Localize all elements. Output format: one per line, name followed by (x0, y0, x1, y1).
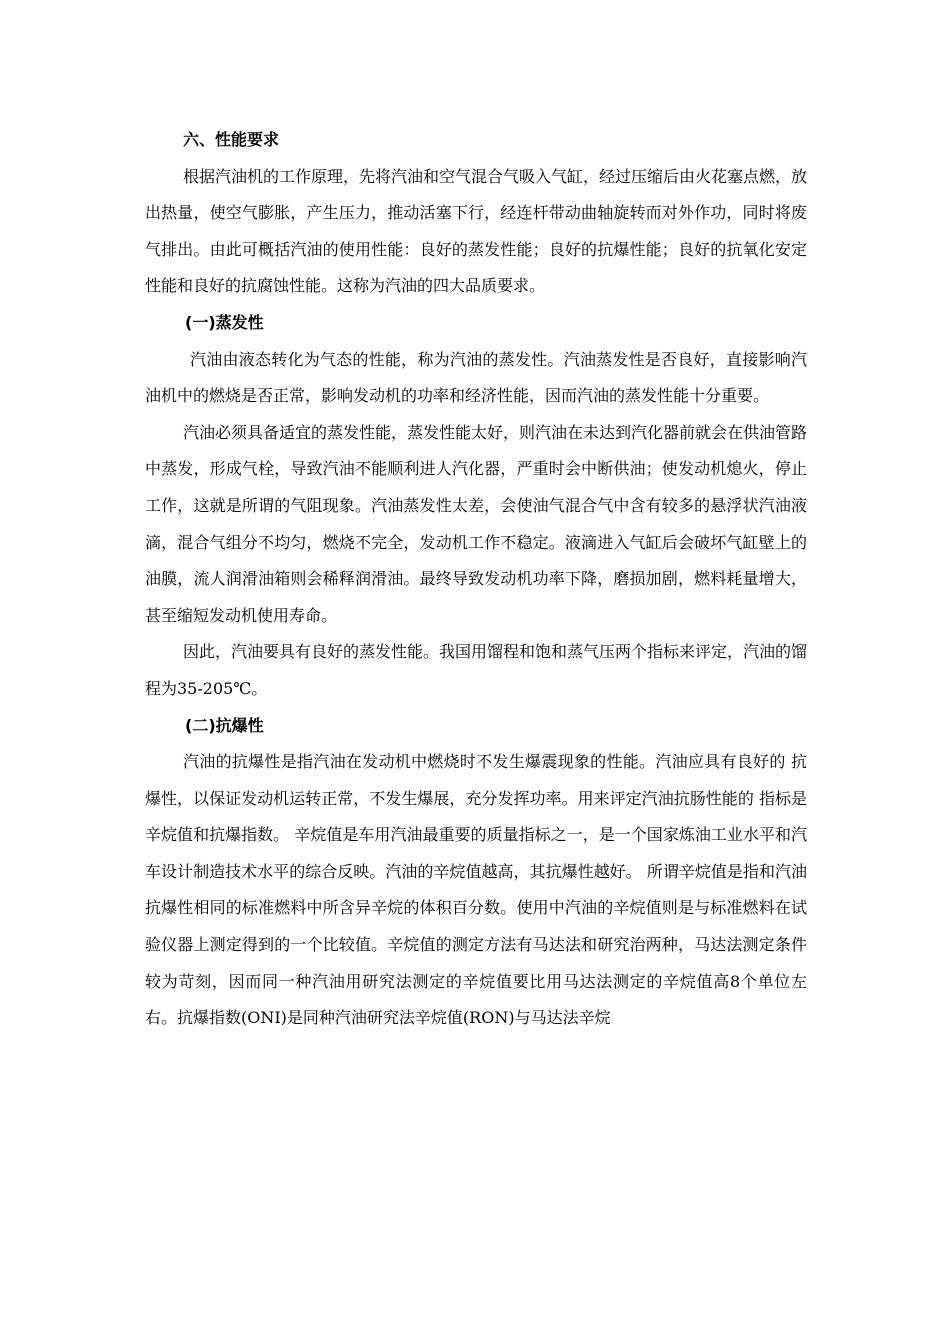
subsection-title-antiknock: (二)抗爆性 (185, 715, 264, 735)
document-body (145, 122, 807, 1037)
paragraph: 汽油的抗爆性是指汽油在发动机中燃烧时不发生爆震现象的性能。汽油应具有良好的 抗爆性，以保证发动机运转正常，不发生爆展，充分发挥功率。用来评定汽油抗肠性能的 指标是辛烷值和抗爆指数。 辛烷值是车用汽油最重要的质量指标之一，是一个国家炼油工业水平和汽车设计制造技术水平的综合反映。汽油的辛烷值越高，其抗爆性越好。 所谓辛烷值是指和汽油抗爆性相同的标准燃料中所含异辛烷的体积百分数。使用中汽油的辛烷值则是与标准燃料在试验仪器上测定得到的一个比较值。辛烷值的测定方法有马达法和研究治两种，马达法测定条件较为苛刻，因而同一种汽油用研究法测定的辛烷值要比用马达法测定的辛烷值高8个单位左右。抗爆指数(ONI)是同种汽油研究法辛烷值(RON)与马达法辛烷 (145, 752, 807, 1028)
paragraph: 汽油必须具备适宜的蒸发性能，蒸发性能太好，则汽油在未达到汽化器前就会在供油管路中蒸发，形成气栓，导致汽油不能顺利进人汽化器，严重时会中断供油；使发动机熄火，停止工作，这就是所谓的气阻现象。汽油蒸发性太差，会使油气混合气中含有较多的悬浮状汽油液滴，混合气组分不均匀，燃烧不完全，发动机工作不稳定。液滴进入气缸后会破坏气缸壁上的油膜，流人润滑油箱则会稀释润滑油。最终导致发动机功率下降，磨损加剧，燃料耗量增大，甚至缩短发动机使用寿命。 (145, 422, 808, 625)
section-title: 六、性能要求 (183, 130, 280, 149)
subsection-title-evaporation: (一)蒸发性 (185, 312, 264, 332)
paragraph: 汽油由液态转化为气态的性能，称为汽油的蒸发性。汽油蒸发性是否良好，直接影响汽油机中的燃烧是否正常，影响发动机的功率和经济性能，因而汽油的蒸发性能十分重要。 (145, 349, 807, 406)
intro-paragraph: 根据汽油机的工作原理，先将汽油和空气混合气吸入气缸，经过压缩后由火花塞点燃，放出热量，使空气膨胀，产生压力，推动活塞下行，经连杆带动曲轴旋转而对外作功，同时将废气排出。由此可概括汽油的使用性能：良好的蒸发性能；良好的抗爆性能；良好的抗氧化安定性能和良好的抗腐蚀性能。这称为汽油的四大品质要求。 (145, 166, 808, 296)
paragraph: 因此，汽油要具有良好的蒸发性能。我国用馏程和饱和蒸气压两个指标来评定，汽油的馏程为35-205℃。 (145, 642, 808, 698)
